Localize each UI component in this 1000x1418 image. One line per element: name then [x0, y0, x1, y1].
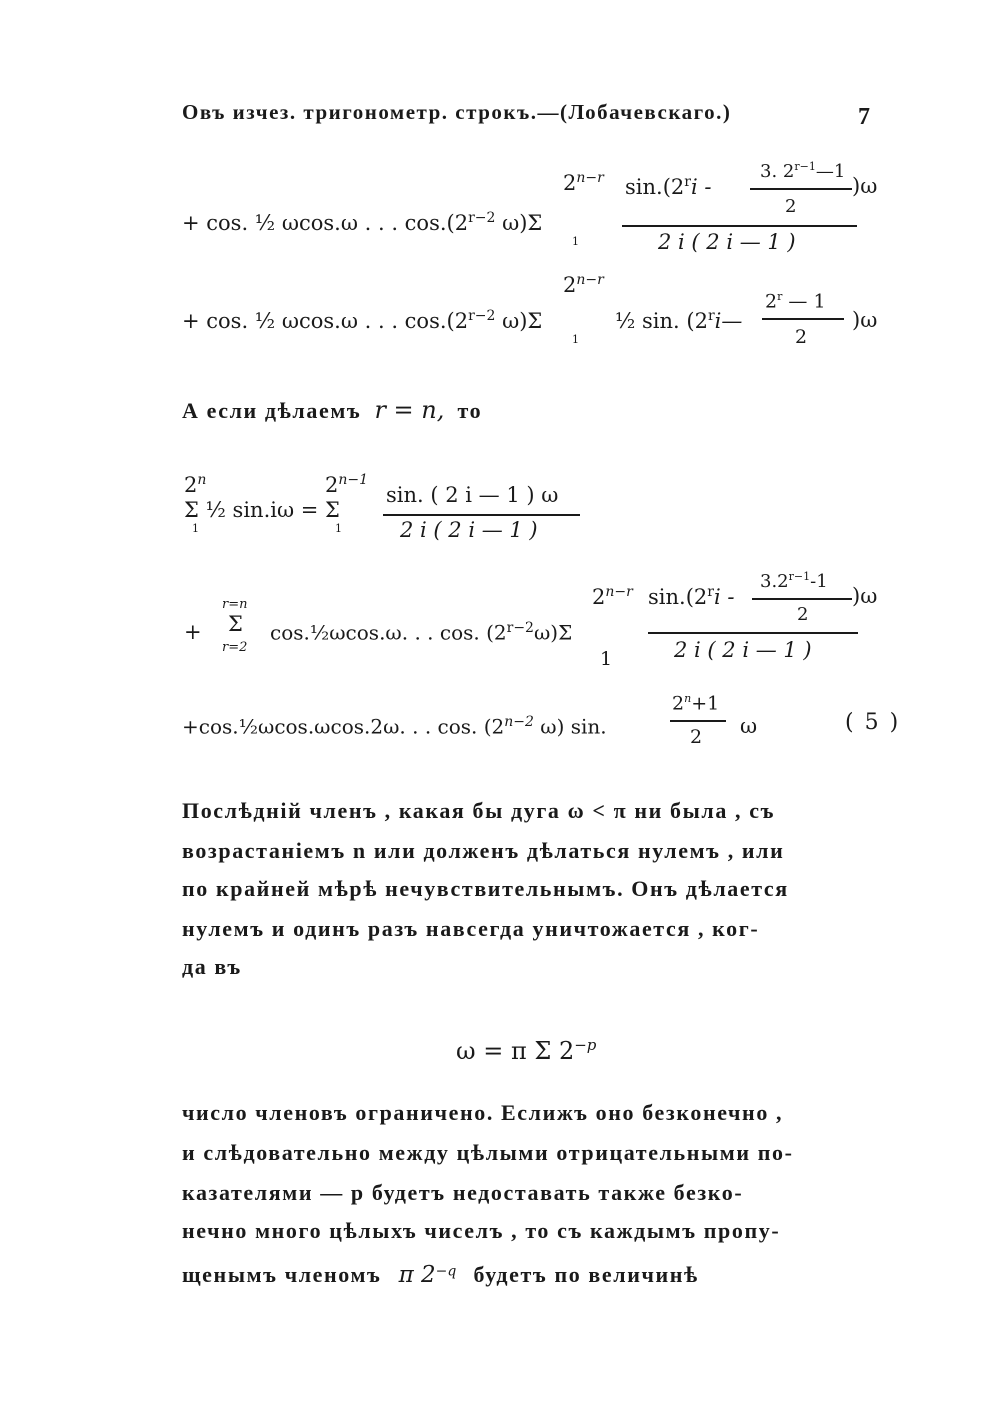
eq3-numerator: sin. ( 2 i — 1 ) ω	[386, 483, 559, 507]
eq3-left-side: Σ ½ sin.iω = Σ	[184, 498, 340, 522]
eq2-inner-denominator: 2	[795, 326, 808, 348]
eq1-inner-fraction-bar	[750, 188, 852, 190]
eq1-inner-numerator: 3. $2^{r-1}—1$	[760, 160, 846, 182]
eq4-numerator: sin.(2$^r$i -	[648, 584, 735, 609]
eq3-sum2-bottom: 1	[335, 522, 342, 535]
para1-line-1: Послѣдній членъ , какая бы дуга ω < π ни была , съ	[182, 798, 776, 823]
eq3-fraction-bar	[383, 514, 580, 516]
eq4-sum-bottom: r=2	[222, 640, 248, 655]
eq4-lead: cos.½ωcos.ω. . . cos. $(2^{r-2}\omega)\Sigma$	[270, 620, 573, 645]
running-title: Овъ изчез. тригонометр. строкъ.—(Лобачевскаго.)	[182, 100, 732, 124]
eq3-sum1-top: 2$^n$	[184, 472, 207, 497]
eq4-fraction-bar	[648, 632, 858, 634]
eq3-sum2-top: $2^{n-1}$	[325, 472, 369, 497]
eq2-sum-top: $2^{n-r}$	[563, 272, 604, 297]
para1-line-5: да въ	[182, 954, 242, 979]
eq1-numerator: sin.(2$^r$i -	[625, 174, 712, 199]
eq2-inner-numerator: 2$^r$ — 1	[765, 290, 826, 313]
para1-line-4: нулемъ и одинъ разъ навсегда уничтожается , ког-	[182, 916, 760, 941]
eq1-numerator-tail: )ω	[852, 174, 878, 198]
line-r-equals-n: А если дѣлаемъ r = n, то	[182, 396, 483, 424]
eq5-fraction-bar	[670, 720, 726, 722]
eq1-fraction-bar	[622, 225, 857, 227]
para1-line-2: возрастаніемъ n или долженъ дѣлаться нулемъ , или	[182, 838, 785, 863]
eq3-denominator: 2 i ( 2 i — 1 )	[400, 518, 538, 542]
page-number: 7	[858, 104, 872, 130]
equation-number: ( 5 )	[845, 710, 901, 735]
eq4-inner-sum-bottom: 1	[600, 648, 613, 670]
eq2-lead: + cos. ½ ωcos.ω . . . $\cos.(2^{r-2}$ ω)Σ	[182, 308, 543, 333]
eq1-denominator: 2 i ( 2 i — 1 )	[658, 230, 796, 254]
eq5-tail: ω	[740, 714, 758, 738]
eq4-plus: +	[184, 620, 202, 644]
eq3-sum1-bottom: 1	[192, 522, 199, 535]
para1-line-3: по крайней мѣрѣ нечувствительнымъ. Онъ дѣлается	[182, 876, 789, 901]
para2-line-3: казателями — p будетъ недоставать также безко-	[182, 1180, 744, 1205]
eq5-lead: +cos.½ωcos.ωcos.2ω. . . cos. ($2^{n-2}$ ω) sin.	[182, 714, 607, 739]
para2-line-2: и слѣдовательно между цѣлыми отрицательными по-	[182, 1140, 794, 1165]
eq4-inner-numerator: $3.2^{r-1}-1$	[760, 570, 828, 592]
eq4-inner-fraction-bar	[752, 598, 852, 600]
eq1-inner-denominator: 2	[785, 196, 797, 217]
eq5-fraction-denominator: 2	[690, 726, 703, 748]
eq4-inner-sum-top: $2^{n-r}$	[592, 584, 633, 609]
eq5-fraction-numerator: $2^n+1$	[672, 692, 720, 715]
para2-line-1: число членовъ ограничено. Еслижъ оно безконечно ,	[182, 1100, 784, 1125]
eq2-term-tail: )ω	[852, 308, 878, 332]
para2-line-5: щенымъ членомъ π $2^{-q}$ будетъ по величинѣ	[182, 1262, 699, 1288]
eq4-sum-top: r=n	[222, 597, 248, 612]
eq1-lead: + cos. ½ ωcos.ω . . . $\cos.(2^{r-2}$ ω)Σ	[182, 210, 543, 235]
eq1-sum-top: $2^{n-r}$	[563, 170, 604, 195]
para2-line-4: нечно много цѣлыхъ чиселъ , то съ каждымъ пропу-	[182, 1218, 781, 1243]
eq1-sum-bottom: 1	[572, 235, 579, 248]
eq4-denominator: 2 i ( 2 i — 1 )	[674, 638, 812, 662]
equation-6: ω = π Σ $2^{-p}$	[456, 1036, 597, 1065]
eq2-inner-fraction-bar	[762, 318, 844, 320]
eq4-inner-denominator: 2	[797, 604, 809, 625]
eq4-numerator-tail: )ω	[852, 584, 878, 608]
eq2-sum-bottom: 1	[572, 333, 579, 346]
eq4-sum-symbol: Σ	[228, 612, 243, 636]
eq2-term: ½ sin. (2$^r$i—	[615, 308, 743, 333]
